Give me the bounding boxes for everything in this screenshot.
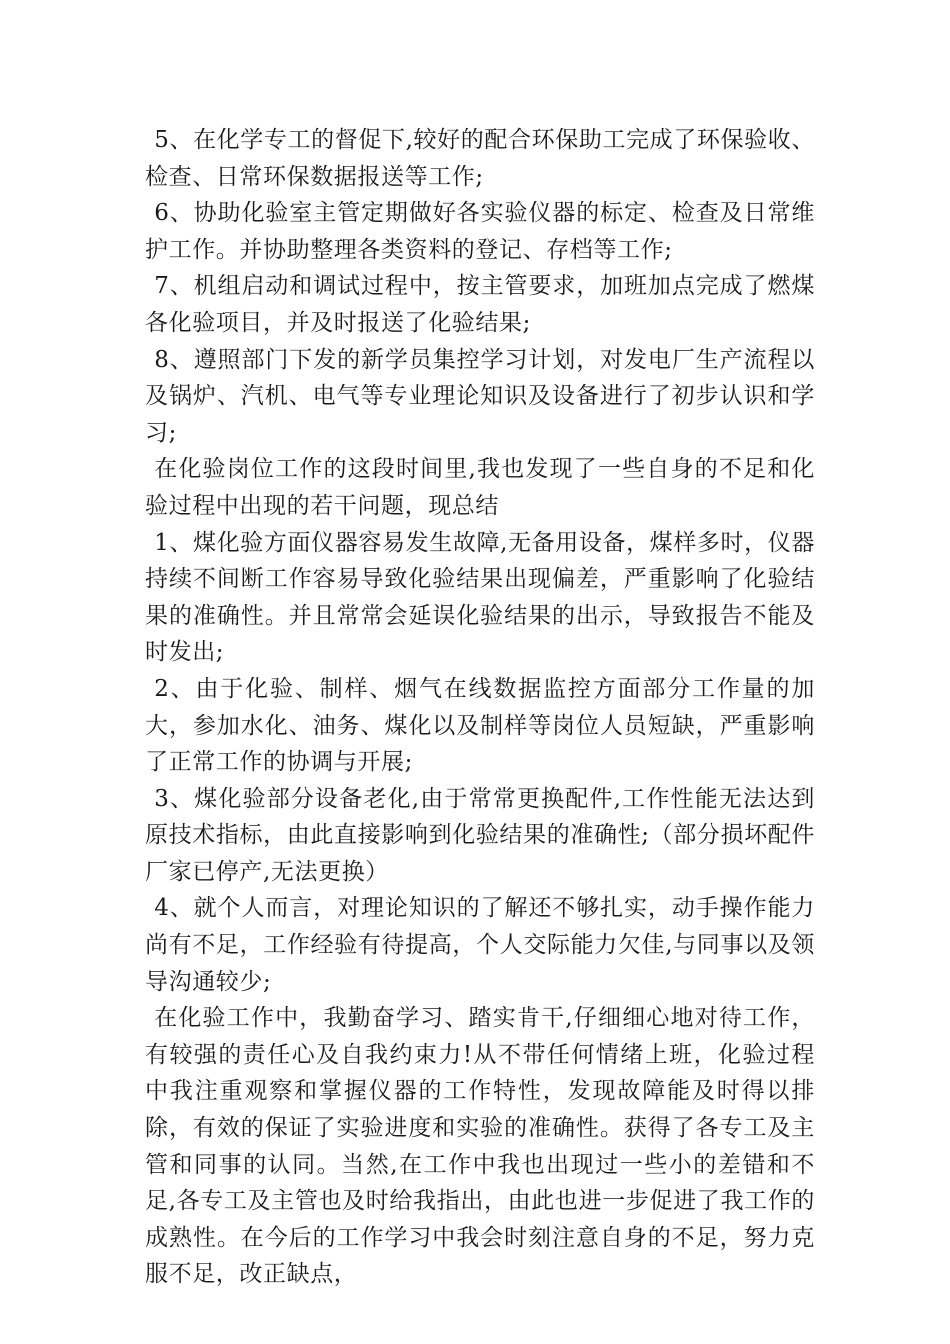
document-body [145, 122, 815, 1293]
paragraph-item-5: 5、在化学专工的督促下,较好的配合环保助工完成了环保验收、检查、日常环保数据报送等工作; [145, 127, 815, 190]
paragraph-problem-4: 4、就个人而言，对理论知识的了解还不够扎实，动手操作能力尚有不足，工作经验有待提高，个人交际能力欠佳,与同事以及领导沟通较少; [145, 895, 815, 995]
paragraph-problem-3: 3、煤化验部分设备老化,由于常常更换配件,工作性能无法达到原技术指标，由此直接影响到化验结果的准确性;（部分损坏配件厂家已停产,无法更换） [145, 785, 815, 885]
paragraph-item-7: 7、机组启动和调试过程中，按主管要求，加班加点完成了燃煤各化验项目，并及时报送了化验结果; [145, 273, 815, 336]
paragraph-problems-intro: 在化验岗位工作的这段时间里,我也发现了一些自身的不足和化验过程中出现的若干问题，现总结 [145, 456, 815, 519]
paragraph-problem-2: 2、由于化验、制样、烟气在线数据监控方面部分工作量的加大，参加水化、油务、煤化以及制样等岗位人员短缺，严重影响了正常工作的协调与开展; [145, 675, 815, 776]
paragraph-summary: 在化验工作中，我勤奋学习、踏实肯干,仔细细心地对待工作，有较强的责任心及自我约束力!从不带任何情绪上班，化验过程中我注重观察和掌握仪器的工作特性，发现故障能及时得以排除，有效的保证了实验进度和实验的准确性。获得了各专工及主管和同事的认同。当然,在工作中我也出现过一些小的差错和不足,各专工及主管也及时给我指出，由此也进一步促进了我工作的成熟性。在今后的工作学习中我会时刻注意自身的不足，努力克服不足，改正缺点， [145, 1005, 815, 1288]
paragraph-problem-1: 1、煤化验方面仪器容易发生故障,无备用设备，煤样多时，仪器持续不间断工作容易导致化验结果出现偏差，严重影响了化验结果的准确性。并且常常会延误化验结果的出示，导致报告不能及时发出; [145, 529, 815, 666]
paragraph-item-6: 6、协助化验室主管定期做好各实验仪器的标定、检查及日常维护工作。并协助整理各类资料的登记、存档等工作; [145, 200, 815, 263]
paragraph-item-8: 8、遵照部门下发的新学员集控学习计划，对发电厂生产流程以及锅炉、汽机、电气等专业理论知识及设备进行了初步认识和学习; [145, 346, 815, 446]
